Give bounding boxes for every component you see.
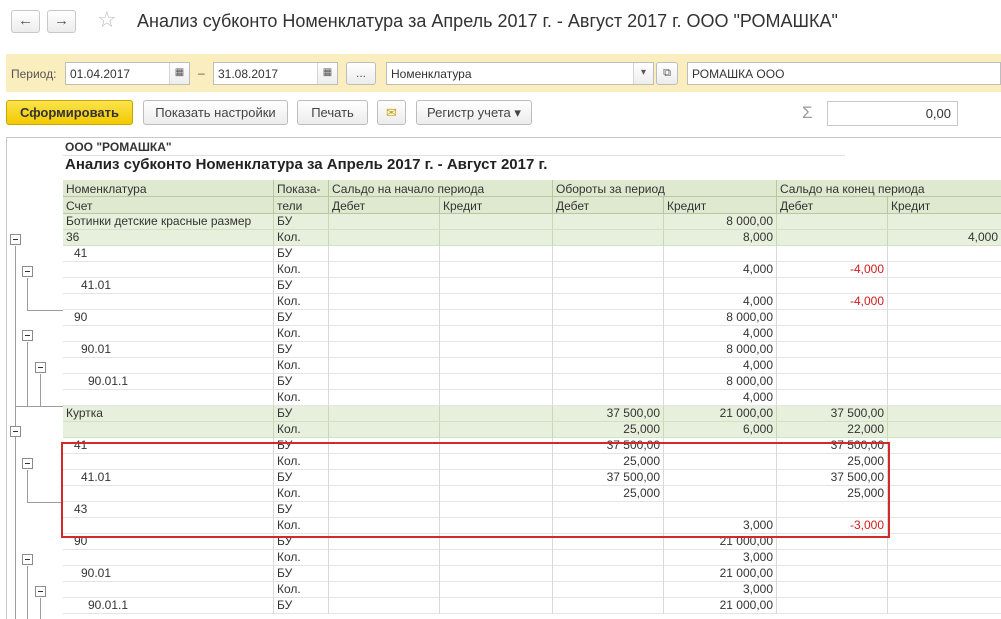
cell-od[interactable] <box>329 534 440 550</box>
cell-cc[interactable] <box>888 358 1001 374</box>
cell-od[interactable] <box>329 294 440 310</box>
cell-od[interactable] <box>329 246 440 262</box>
cell-td[interactable] <box>553 598 664 614</box>
cell-oc[interactable] <box>440 598 553 614</box>
cell-td[interactable] <box>553 294 664 310</box>
cell-tc[interactable]: 4,000 <box>664 390 777 406</box>
back-button[interactable] <box>11 10 40 33</box>
cell-oc[interactable] <box>440 294 553 310</box>
table-row[interactable] <box>63 342 1001 358</box>
cell-td[interactable] <box>553 358 664 374</box>
table-row[interactable] <box>63 310 1001 326</box>
cell-tc[interactable]: 21 000,00 <box>664 406 777 422</box>
group-row[interactable] <box>63 230 1001 246</box>
cell-ind[interactable]: БУ <box>274 406 329 422</box>
cell-cd[interactable]: 37 500,00 <box>777 438 888 454</box>
cell-td[interactable] <box>553 390 664 406</box>
cell-od[interactable] <box>329 550 440 566</box>
cell-ind[interactable]: Кол. <box>274 230 329 246</box>
cell-name[interactable]: 90.01 <box>63 342 274 358</box>
cell-td[interactable]: 25,000 <box>553 486 664 502</box>
cell-ind[interactable]: Кол. <box>274 518 329 534</box>
cell-ind[interactable]: БУ <box>274 438 329 454</box>
period-label: Период: <box>11 67 57 81</box>
cell-name[interactable]: 90.01.1 <box>63 598 274 614</box>
collapse-icon[interactable] <box>22 458 33 469</box>
cell-cd[interactable]: -4,000 <box>777 294 888 310</box>
cell-ind[interactable]: БУ <box>274 246 329 262</box>
cell-od[interactable] <box>329 358 440 374</box>
cell-cd[interactable] <box>777 246 888 262</box>
header-opening-balance: Сальдо на начало периода <box>329 180 553 197</box>
cell-td[interactable]: 37 500,00 <box>553 406 664 422</box>
report-area[interactable] <box>6 137 1001 619</box>
cell-tc[interactable]: 21 000,00 <box>664 534 777 550</box>
cell-oc[interactable] <box>440 566 553 582</box>
cell-ind[interactable]: БУ <box>274 470 329 486</box>
table-row[interactable] <box>63 534 1001 550</box>
cell-od[interactable] <box>329 278 440 294</box>
cell-oc[interactable] <box>440 502 553 518</box>
header-closing-credit: Кредит <box>888 197 1001 214</box>
cell-name[interactable]: 90 <box>63 310 274 326</box>
cell-cd[interactable] <box>777 582 888 598</box>
period-select-button[interactable]: ... <box>346 62 376 85</box>
cell-name[interactable] <box>63 422 274 438</box>
register-dropdown-button[interactable]: Регистр учета ▾ <box>416 100 532 125</box>
cell-tc[interactable] <box>664 454 777 470</box>
cell-oc[interactable] <box>440 390 553 406</box>
period-from-field[interactable]: 01.04.2017 ▦ <box>65 62 190 85</box>
cell-name[interactable] <box>63 518 274 534</box>
organization-field[interactable]: РОМАШКА ООО <box>687 62 1001 85</box>
cell-od[interactable] <box>329 310 440 326</box>
cell-ind[interactable]: БУ <box>274 502 329 518</box>
cell-cc[interactable] <box>888 454 1001 470</box>
cell-cd[interactable]: -3,000 <box>777 518 888 534</box>
cell-cc[interactable] <box>888 246 1001 262</box>
toolbar <box>0 100 1001 130</box>
cell-tc[interactable]: 21 000,00 <box>664 566 777 582</box>
cell-ind[interactable]: Кол. <box>274 550 329 566</box>
tree-line <box>15 438 16 619</box>
chevron-down-icon: ▾ <box>514 105 521 120</box>
cell-name[interactable] <box>63 294 274 310</box>
collapse-icon[interactable] <box>35 362 46 373</box>
header-turnover-debit: Дебет <box>553 197 664 214</box>
header-opening-credit: Кредит <box>440 197 553 214</box>
cell-oc[interactable] <box>440 406 553 422</box>
cell-cc[interactable] <box>888 262 1001 278</box>
group-row[interactable] <box>63 422 1001 438</box>
cell-oc[interactable] <box>440 342 553 358</box>
cell-td[interactable]: 37 500,00 <box>553 470 664 486</box>
collapse-icon[interactable] <box>35 586 46 597</box>
cell-cd[interactable] <box>777 214 888 230</box>
cell-cd[interactable]: 37 500,00 <box>777 470 888 486</box>
subconto-select[interactable]: Номенклатура ▾ <box>386 62 654 85</box>
window-title: Анализ субконто Номенклатура за Апрель 2017 г. - Август 2017 г. ООО "РОМАШКА" <box>137 11 838 31</box>
tree-line <box>40 598 41 619</box>
cell-cc[interactable] <box>888 422 1001 438</box>
cell-cc[interactable] <box>888 518 1001 534</box>
table-row[interactable] <box>63 358 1001 374</box>
cell-td[interactable] <box>553 262 664 278</box>
cell-td[interactable] <box>553 342 664 358</box>
cell-tc[interactable]: 8 000,00 <box>664 310 777 326</box>
title-bar <box>0 0 1001 46</box>
cell-ind[interactable]: БУ <box>274 534 329 550</box>
cell-oc[interactable] <box>440 214 553 230</box>
cell-od[interactable] <box>329 262 440 278</box>
cell-name[interactable]: Куртка <box>63 406 274 422</box>
calendar-icon[interactable]: ▦ <box>317 63 337 84</box>
cell-cc[interactable] <box>888 342 1001 358</box>
cell-cd[interactable]: -4,000 <box>777 262 888 278</box>
cell-td[interactable]: 25,000 <box>553 454 664 470</box>
cell-od[interactable] <box>329 470 440 486</box>
cell-tc[interactable] <box>664 278 777 294</box>
table-row[interactable] <box>63 470 1001 486</box>
table-row[interactable] <box>63 454 1001 470</box>
cell-oc[interactable] <box>440 262 553 278</box>
cell-td[interactable] <box>553 310 664 326</box>
cell-tc[interactable]: 4,000 <box>664 294 777 310</box>
tree-line <box>27 470 28 502</box>
cell-ind[interactable]: БУ <box>274 310 329 326</box>
report-title: Анализ субконто Номенклатура за Апрель 2017 г. - Август 2017 г. <box>65 156 548 173</box>
cell-name[interactable]: 41.01 <box>63 278 274 294</box>
cell-cc[interactable] <box>888 486 1001 502</box>
cell-tc[interactable]: 6,000 <box>664 422 777 438</box>
cell-oc[interactable] <box>440 358 553 374</box>
cell-td[interactable] <box>553 566 664 582</box>
cell-cc[interactable] <box>888 598 1001 614</box>
table-row[interactable] <box>63 390 1001 406</box>
cell-cc[interactable] <box>888 534 1001 550</box>
cell-cc[interactable] <box>888 502 1001 518</box>
cell-cc[interactable] <box>888 406 1001 422</box>
cell-td[interactable] <box>553 246 664 262</box>
group-row[interactable] <box>63 406 1001 422</box>
header-turnover: Обороты за период <box>553 180 777 197</box>
send-email-button[interactable] <box>377 100 406 125</box>
period-dash: – <box>198 66 205 80</box>
cell-name[interactable]: Ботинки детские красные размер <box>63 214 274 230</box>
cell-tc[interactable]: 4,000 <box>664 326 777 342</box>
period-bar <box>6 54 1001 92</box>
table-row[interactable] <box>63 278 1001 294</box>
cell-ind[interactable]: БУ <box>274 598 329 614</box>
tree-line <box>27 310 63 311</box>
cell-ind[interactable]: Кол. <box>274 582 329 598</box>
arrow-left-icon: ← <box>18 12 33 29</box>
cell-oc[interactable] <box>440 550 553 566</box>
cell-cc[interactable] <box>888 310 1001 326</box>
cell-name[interactable] <box>63 582 274 598</box>
tree-line <box>27 278 28 310</box>
cell-name[interactable]: 41 <box>63 246 274 262</box>
cell-tc[interactable]: 4,000 <box>664 358 777 374</box>
cell-cc[interactable] <box>888 470 1001 486</box>
cell-tc[interactable] <box>664 246 777 262</box>
group-row[interactable] <box>63 214 1001 230</box>
cell-cd[interactable] <box>777 310 888 326</box>
favorite-star-icon[interactable]: ☆ <box>97 7 117 32</box>
table-row[interactable] <box>63 246 1001 262</box>
cell-cd[interactable] <box>777 390 888 406</box>
cell-name[interactable]: 41.01 <box>63 470 274 486</box>
cell-tc[interactable]: 8,000 <box>664 230 777 246</box>
collapse-icon[interactable] <box>22 554 33 565</box>
cell-cd[interactable]: 25,000 <box>777 454 888 470</box>
header-opening-debit: Дебет <box>329 197 440 214</box>
cell-name[interactable]: 36 <box>63 230 274 246</box>
cell-od[interactable] <box>329 598 440 614</box>
table-row[interactable] <box>63 518 1001 534</box>
cell-od[interactable] <box>329 406 440 422</box>
cell-td[interactable] <box>553 214 664 230</box>
cell-cd[interactable] <box>777 230 888 246</box>
cell-ind[interactable]: Кол. <box>274 454 329 470</box>
cell-cc[interactable] <box>888 294 1001 310</box>
cell-oc[interactable] <box>440 534 553 550</box>
table-row[interactable] <box>63 374 1001 390</box>
tree-line <box>27 502 63 503</box>
cell-od[interactable] <box>329 422 440 438</box>
cell-name[interactable] <box>63 390 274 406</box>
cell-name[interactable] <box>63 326 274 342</box>
cell-oc[interactable] <box>440 486 553 502</box>
table-row[interactable] <box>63 326 1001 342</box>
cell-od[interactable] <box>329 502 440 518</box>
header-closing-debit: Дебет <box>777 197 888 214</box>
cell-ind[interactable]: Кол. <box>274 262 329 278</box>
cell-name[interactable]: 90 <box>63 534 274 550</box>
cell-td[interactable] <box>553 518 664 534</box>
period-to-field[interactable]: 31.08.2017 ▦ <box>213 62 338 85</box>
cell-cd[interactable] <box>777 502 888 518</box>
cell-od[interactable] <box>329 566 440 582</box>
cell-cc[interactable] <box>888 550 1001 566</box>
tree-line <box>15 406 63 407</box>
cell-td[interactable] <box>553 230 664 246</box>
cell-od[interactable] <box>329 438 440 454</box>
table-row[interactable] <box>63 502 1001 518</box>
cell-cd[interactable] <box>777 326 888 342</box>
cell-ind[interactable]: БУ <box>274 342 329 358</box>
envelope-icon: ✉ <box>386 105 397 120</box>
cell-od[interactable] <box>329 230 440 246</box>
cell-cc[interactable] <box>888 214 1001 230</box>
cell-cc[interactable] <box>888 390 1001 406</box>
header-account: Счет <box>63 197 274 214</box>
tree-line <box>27 566 28 619</box>
cell-cd[interactable] <box>777 566 888 582</box>
collapse-icon[interactable] <box>22 330 33 341</box>
cell-cc[interactable] <box>888 566 1001 582</box>
cell-od[interactable] <box>329 518 440 534</box>
cell-cd[interactable]: 37 500,00 <box>777 406 888 422</box>
cell-tc[interactable] <box>664 486 777 502</box>
header-turnover-credit: Кредит <box>664 197 777 214</box>
cell-td[interactable] <box>553 278 664 294</box>
cell-tc[interactable]: 8 000,00 <box>664 214 777 230</box>
cell-od[interactable] <box>329 214 440 230</box>
table-row[interactable] <box>63 262 1001 278</box>
show-settings-button[interactable]: Показать настройки <box>143 100 288 125</box>
forward-button[interactable] <box>47 10 76 33</box>
cell-cd[interactable] <box>777 374 888 390</box>
cell-tc[interactable]: 8 000,00 <box>664 342 777 358</box>
open-icon: ⧉ <box>663 67 671 79</box>
header-indicators-bottom: тели <box>274 197 329 214</box>
generate-button[interactable]: Сформировать <box>6 100 133 125</box>
cell-od[interactable] <box>329 374 440 390</box>
cell-oc[interactable] <box>440 438 553 454</box>
cell-ind[interactable]: БУ <box>274 214 329 230</box>
cell-name[interactable] <box>63 454 274 470</box>
open-subconto-button[interactable] <box>656 62 678 85</box>
cell-od[interactable] <box>329 454 440 470</box>
cell-ind[interactable]: Кол. <box>274 358 329 374</box>
cell-cc[interactable] <box>888 374 1001 390</box>
cell-tc[interactable] <box>664 470 777 486</box>
cell-cd[interactable]: 25,000 <box>777 486 888 502</box>
cell-od[interactable] <box>329 582 440 598</box>
cell-tc[interactable] <box>664 438 777 454</box>
cell-cd[interactable] <box>777 598 888 614</box>
table-row[interactable] <box>63 438 1001 454</box>
cell-cc[interactable] <box>888 326 1001 342</box>
table-row[interactable] <box>63 486 1001 502</box>
table-row[interactable] <box>63 294 1001 310</box>
header-indicators-top: Показа- <box>274 180 329 197</box>
cell-ind[interactable]: Кол. <box>274 486 329 502</box>
cell-td[interactable] <box>553 582 664 598</box>
cell-oc[interactable] <box>440 470 553 486</box>
cell-oc[interactable] <box>440 326 553 342</box>
cell-ind[interactable]: Кол. <box>274 390 329 406</box>
calendar-icon[interactable]: ▦ <box>169 63 189 84</box>
cell-cc[interactable] <box>888 278 1001 294</box>
cell-cd[interactable] <box>777 342 888 358</box>
cell-tc[interactable]: 3,000 <box>664 582 777 598</box>
cell-oc[interactable] <box>440 230 553 246</box>
cell-tc[interactable] <box>664 502 777 518</box>
print-button[interactable]: Печать <box>297 100 368 125</box>
cell-name[interactable] <box>63 358 274 374</box>
cell-od[interactable] <box>329 390 440 406</box>
table-row[interactable] <box>63 566 1001 582</box>
grouping-tree <box>7 214 63 619</box>
cell-cd[interactable]: 22,000 <box>777 422 888 438</box>
cell-cd[interactable] <box>777 358 888 374</box>
cell-tc[interactable]: 21 000,00 <box>664 598 777 614</box>
cell-tc[interactable]: 3,000 <box>664 518 777 534</box>
cell-name[interactable] <box>63 262 274 278</box>
cell-od[interactable] <box>329 326 440 342</box>
cell-od[interactable] <box>329 342 440 358</box>
header-nomenclature: Номенклатура <box>63 180 274 197</box>
sum-field: 0,00 <box>827 101 958 126</box>
cell-td[interactable]: 37 500,00 <box>553 438 664 454</box>
cell-oc[interactable] <box>440 518 553 534</box>
cell-oc[interactable] <box>440 374 553 390</box>
cell-oc[interactable] <box>440 422 553 438</box>
report-organization: ООО "РОМАШКА" <box>65 140 172 154</box>
cell-ind[interactable]: БУ <box>274 278 329 294</box>
collapse-icon[interactable] <box>10 234 21 245</box>
cell-ind[interactable]: БУ <box>274 566 329 582</box>
cell-ind[interactable]: БУ <box>274 374 329 390</box>
cell-ind[interactable]: Кол. <box>274 294 329 310</box>
cell-td[interactable] <box>553 374 664 390</box>
cell-oc[interactable] <box>440 582 553 598</box>
cell-name[interactable]: 90.01 <box>63 566 274 582</box>
cell-oc[interactable] <box>440 278 553 294</box>
tree-line <box>27 342 28 406</box>
header-closing-balance: Сальдо на конец периода <box>777 180 1001 197</box>
cell-oc[interactable] <box>440 454 553 470</box>
cell-td[interactable] <box>553 534 664 550</box>
cell-od[interactable] <box>329 486 440 502</box>
collapse-icon[interactable] <box>10 426 21 437</box>
cell-cc[interactable] <box>888 582 1001 598</box>
cell-name[interactable] <box>63 550 274 566</box>
table-row[interactable] <box>63 582 1001 598</box>
cell-cd[interactable] <box>777 534 888 550</box>
cell-name[interactable]: 90.01.1 <box>63 374 274 390</box>
cell-name[interactable]: 41 <box>63 438 274 454</box>
cell-td[interactable] <box>553 326 664 342</box>
cell-cd[interactable] <box>777 278 888 294</box>
arrow-right-icon: → <box>54 12 69 29</box>
cell-name[interactable] <box>63 486 274 502</box>
cell-oc[interactable] <box>440 310 553 326</box>
cell-oc[interactable] <box>440 246 553 262</box>
cell-td[interactable] <box>553 502 664 518</box>
cell-name[interactable]: 43 <box>63 502 274 518</box>
table-row[interactable] <box>63 550 1001 566</box>
cell-td[interactable] <box>553 550 664 566</box>
cell-cc[interactable] <box>888 438 1001 454</box>
tree-line <box>40 374 41 406</box>
cell-tc[interactable]: 3,000 <box>664 550 777 566</box>
collapse-icon[interactable] <box>22 266 33 277</box>
table-row[interactable] <box>63 598 1001 614</box>
cell-cc[interactable]: 4,000 <box>888 230 1001 246</box>
cell-ind[interactable]: Кол. <box>274 326 329 342</box>
cell-cd[interactable] <box>777 550 888 566</box>
sigma-icon: Σ <box>802 103 813 122</box>
cell-ind[interactable]: Кол. <box>274 422 329 438</box>
cell-tc[interactable]: 8 000,00 <box>664 374 777 390</box>
chevron-down-icon[interactable]: ▾ <box>633 63 653 84</box>
cell-tc[interactable]: 4,000 <box>664 262 777 278</box>
cell-td[interactable]: 25,000 <box>553 422 664 438</box>
